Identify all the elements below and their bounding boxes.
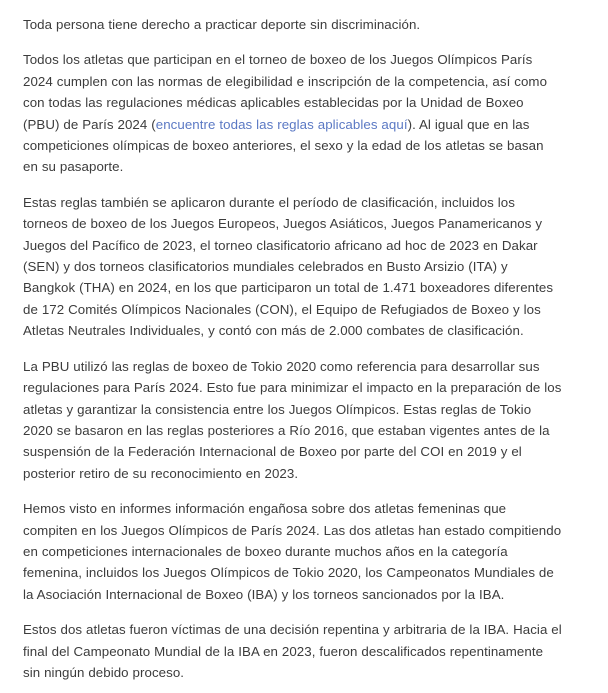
applicable-rules-link[interactable]: encuentre todas las reglas aplicables aquí [155, 116, 408, 132]
paragraph-4: La PBU utilizó las reglas de boxeo de Tokio 2020 como referencia para desarrollar sus regulaciones para París 2024. Esto fue para minimizar el impacto en la preparación de los atletas y garantizar la consistencia entre los Juegos Olímpicos. Estas reglas de Tokio 2020 se basaron en las reglas posteriores a Río 2016, que estaban vigentes antes de la suspensión de la Federación Internacional de Boxeo por parte del COI en 2019 y el posterior retiro de su reconocimiento en 2023. [23, 358, 562, 481]
paragraph-1: Toda persona tiene derecho a practicar deporte sin discriminación. [23, 17, 421, 32]
paragraph-2-text-before-link: Todos los atletas que participan en el torneo de boxeo de los Juegos Olímpicos París 2024 cumplen con las normas de elegibilidad e inscripción de la competencia, así como con todas las regulaciones médicas aplicables establecidas por la Unidad de Boxeo (PBU) de París 2024 ( [23, 52, 548, 132]
paragraph-3: Estas reglas también se aplicaron durante el período de clasificación, incluidos los torneos de boxeo de los Juegos Europeos, Juegos Asiáticos, Juegos Panamericanos y Juegos del Pacífico de 2023, el torneo clasificatorio africano ad hoc de 2023 en Dakar (SEN) y dos torneos clasificatorios mundiales celebrados en Busto Arsizio (ITA) y Bangkok (THA) en 2024, en los que participaron un total de 1.471 boxeadores diferentes de 172 Comités Olímpicos Nacionales (CON), el Equipo de Refugiados de Boxeo y los Atletas Neutrales Individuales, y contó con más de 2.000 combates de clasificación. [23, 194, 554, 339]
paragraph-5: Hemos visto en informes información engañosa sobre dos atletas femeninas que compiten en los Juegos Olímpicos de París 2024. Las dos atletas han estado compitiendo en competiciones internacionales de boxeo durante muchos años en la categoría femenina, incluidos los Juegos Olímpicos de Tokio 2020, los Campeonatos Mundiales de la Asociación Internacional de Boxeo (IBA) y los torneos sancionados por la IBA. [23, 501, 562, 602]
paragraph-2-text-after-link: ). Al igual que en las competiciones olímpicas de boxeo anteriores, el sexo y la edad de los atletas se basan en su pasaporte. [23, 116, 544, 175]
paragraph-6: Estos dos atletas fueron víctimas de una decisión repentina y arbitraria de la IBA. Hacia el final del Campeonato Mundial de la IBA en 2023, fueron descalificados repentinamente sin ningún debido proceso. [23, 622, 562, 680]
paragraph-2 [23, 49, 562, 177]
